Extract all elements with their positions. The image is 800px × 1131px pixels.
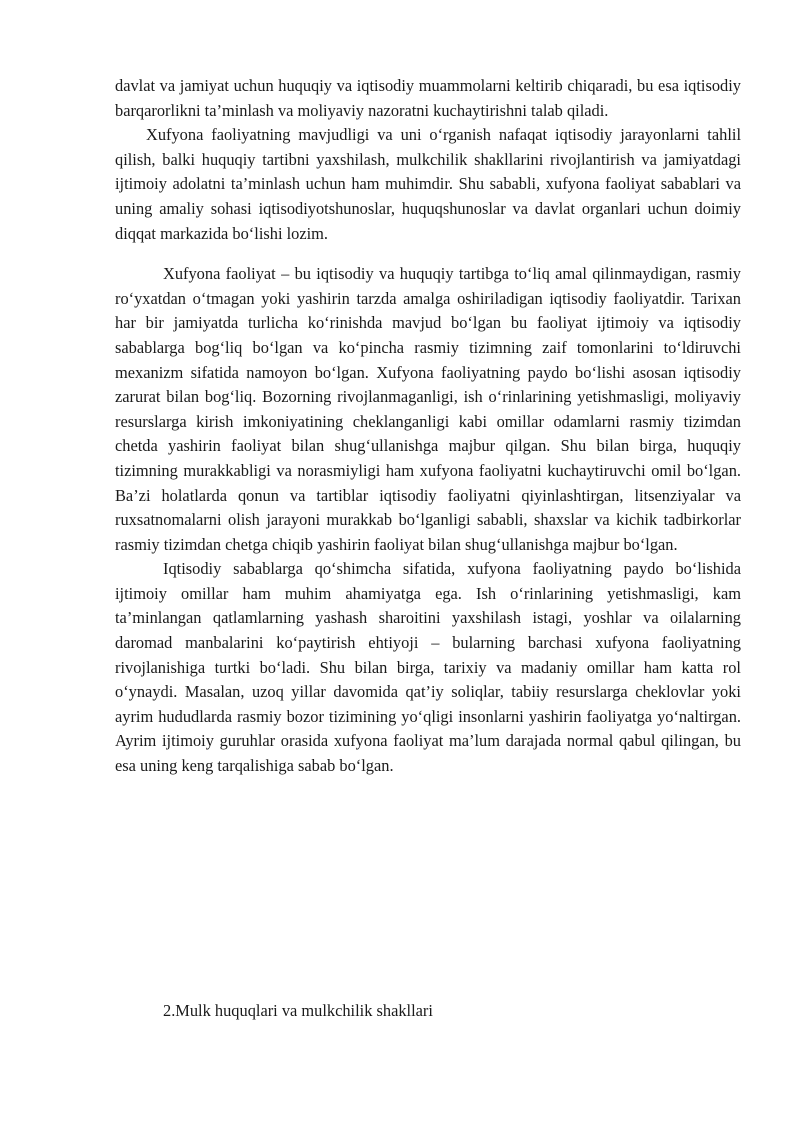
section-heading: 2.Mulk huquqlari va mulkchilik shakllari [163,1001,433,1020]
paragraph-definition: Xufyona faoliyat – bu iqtisodiy va huquqiy tartibga to‘liq amal qilinmaydigan, rasmiy ro‘yxatdan o‘tmagan yoki yashirin tarzda amalga oshiriladigan iqtisodiy faoliyatdir. Tarixan har bir jamiyatda turlicha ko‘rinishda mavjud bo‘lgan bu faoliyat ijtimoiy va iqtisodiy sabablarga bog‘liq bo‘lgan va ko‘pincha rasmiy tizimning zaif tomonlarini to‘ldiruvchi mexanizm sifatida namoyon bo‘lgan. Xufyona faoliyatning paydo bo‘lishi asosan iqtisodiy zarurat bilan bog‘liq. Bozorning rivojlanmaganligi, ish o‘rinlarining yetishmasligi, moliyaviy resurslarga kirish imkoniyatining cheklanganligi kabi omillar odamlarni rasmiy tizimdan chetda yashirin faoliyat bilan shug‘ullanishga majbur qilgan. Shu bilan birga, huquqiy tizimning murakkabligi va norasmiyligi ham xufyona faoliyatni kuchaytiruvchi omil bo‘lgan. Ba’zi holatlarda qonun va tartiblar iqtisodiy faoliyatni qiyinlashtirgan, litsenziyalar va ruxsatnomalarni olish jarayoni murakkab bo‘lganligi sababli, shaxslar va kichik tadbirkorlar rasmiy tizimdan chetga chiqib yashirin faoliyat bilan shug‘ullanishga majbur bo‘lgan. [115,264,741,554]
paragraph-importance: Xufyona faoliyatning mavjudligi va uni o‘rganish nafaqat iqtisodiy jarayonlarni tahlil qilish, balki huquqiy tartibni yaxshilash, mulkchilik shakllarini rivojlantirish va jamiyatdagi ijtimoiy adolatni ta’minlash uchun ham muhimdir. Shu sababli, xufyona faoliyat sabablari va uning amaliy sohasi iqtisodiyotshunoslar, huquqshunoslar va davlat organlari uchun doimiy diqqat markazida bo‘lishi lozim. [115,125,741,243]
paragraph-gap [115,246,741,262]
paragraph-continuation: davlat va jamiyat uchun huquqiy va iqtisodiy muammolarni keltirib chiqaradi, bu esa iqtisodiy barqarorlikni ta’minlash va moliyaviy nazoratni kuchaytirishni talab qiladi. [115,76,741,120]
body-text [115,74,741,779]
paragraph-social-factors: Iqtisodiy sabablarga qo‘shimcha sifatida, xufyona faoliyatning paydo bo‘lishida ijtimoiy omillar ham muhim ahamiyatga ega. Ish o‘rinlarining yetishmasligi, kam ta’minlangan qatlamlarning yashash sharoitini yaxshilash istagi, yoshlar va oilalarning daromad manbalarini ko‘paytirish ehtiyoji – bularning barchasi xufyona faoliyatning rivojlanishiga turtki bo‘ladi. Shu bilan birga, tarixiy va madaniy omillar ham katta rol o‘ynaydi. Masalan, uzoq yillar davomida qat’iy soliqlar, tabiiy resurslarga cheklovlar yoki ayrim hududlarda rasmiy bozor tizimining yo‘qligi insonlarni yashirin faoliyatga yo‘naltirgan. Ayrim ijtimoiy guruhlar orasida xufyona faoliyat ma’lum darajada normal qabul qilingan, bu esa uning keng tarqalishiga sabab bo‘lgan. [115,559,741,776]
